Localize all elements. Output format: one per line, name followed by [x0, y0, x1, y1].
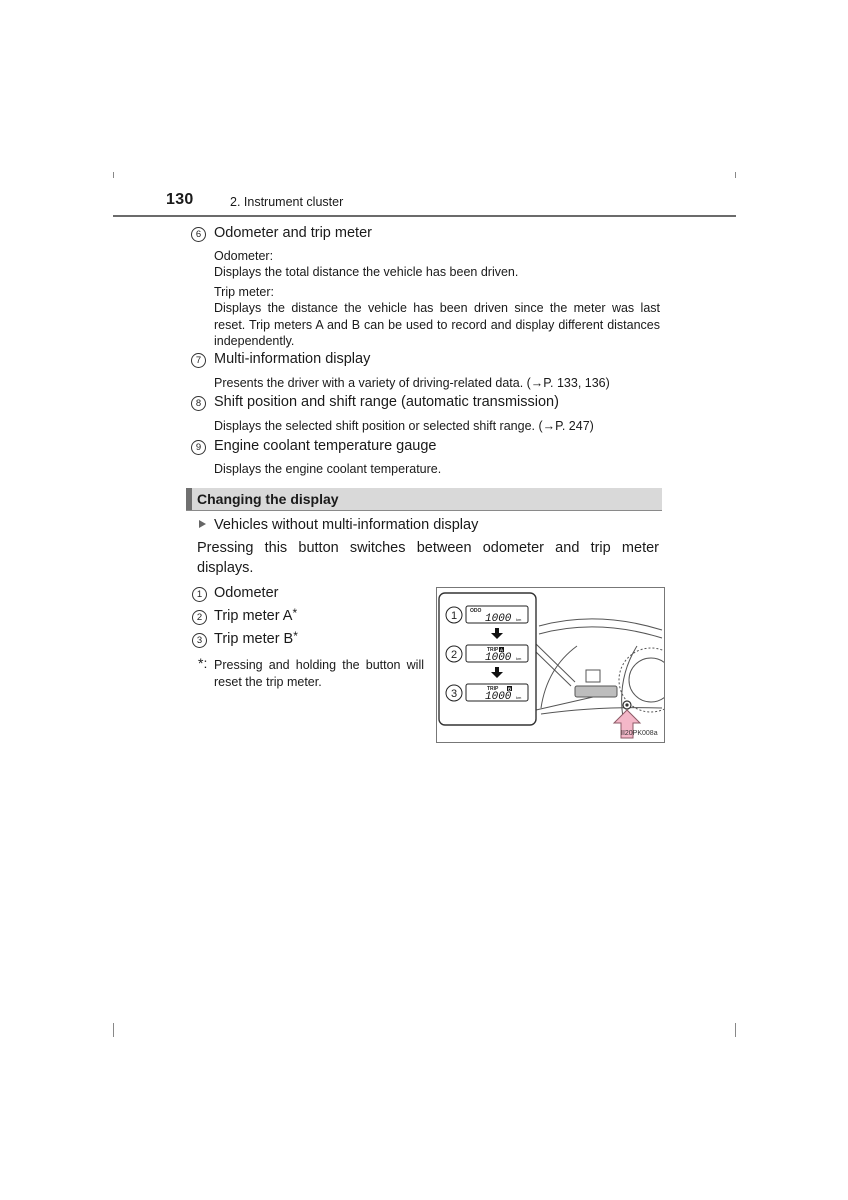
trip-badge-letter: B	[507, 686, 512, 692]
leader-line	[536, 652, 571, 686]
step-number: 3	[450, 688, 458, 700]
list-item-label: Trip meter A	[214, 608, 293, 624]
body-paragraph: Pressing this button switches between odometer and trip meter displays.	[197, 540, 659, 576]
list-item	[214, 585, 278, 601]
indicator-window	[586, 670, 600, 682]
display-value: 1000	[485, 652, 512, 664]
gauge-dial	[629, 658, 664, 702]
triangle-bullet-icon	[199, 520, 206, 528]
list-number-badge: 1	[192, 587, 207, 602]
step-number: 2	[450, 649, 458, 661]
item-text: Presents the driver with a variety of driving-related data. (→P. 133, 136)	[214, 376, 610, 390]
item-number-badge: 7	[191, 353, 206, 368]
dash-outline	[539, 627, 662, 638]
dash-outline	[539, 619, 662, 630]
footnote-star: *	[292, 606, 298, 620]
display-label: TRIP	[487, 647, 499, 653]
cluster-illustration	[437, 588, 664, 742]
header-rule	[113, 215, 736, 217]
display-unit: km	[516, 656, 522, 661]
list-number-badge: 2	[192, 610, 207, 625]
display-value: 1000	[485, 691, 512, 703]
item-number-badge: 8	[191, 396, 206, 411]
section-heading: Changing the display	[197, 491, 339, 507]
heading-accent-bar	[186, 488, 192, 510]
item-text: Displays the engine coolant temperature.	[214, 462, 442, 476]
item-number-badge: 6	[191, 227, 206, 242]
footnote-star: *	[293, 629, 298, 643]
list-number-badge: 3	[192, 633, 207, 648]
section-heading-band	[186, 488, 662, 511]
display-unit: km	[516, 617, 522, 622]
section-title: 2. Instrument cluster	[230, 195, 344, 209]
trip-badge-letter: A	[499, 647, 504, 653]
list-item	[214, 631, 298, 647]
item-title: Shift position and shift range (automatic transmission)	[214, 394, 559, 410]
crop-mark-top-left	[113, 172, 114, 178]
crop-mark-bottom-left	[113, 1023, 114, 1037]
crop-mark-top-right	[735, 172, 736, 178]
footnote-text: Pressing and holding the button will reset the trip meter.	[214, 658, 424, 689]
crop-mark-bottom-right	[735, 1023, 736, 1037]
item-text: Trip meter:	[214, 285, 274, 299]
display-label: ODO	[470, 608, 482, 614]
item-title: Odometer and trip meter	[214, 225, 372, 241]
item-text: Displays the selected shift position or selected shift range. (→P. 247)	[214, 419, 594, 433]
item-text: Displays the total distance the vehicle has been driven.	[214, 265, 519, 279]
footnote-marker: *:	[198, 655, 208, 671]
step-number: 1	[450, 610, 458, 622]
display-value: 1000	[485, 613, 512, 625]
item-number-badge: 9	[191, 440, 206, 455]
item-title: Multi-information display	[214, 351, 371, 367]
page-number: 130	[166, 191, 194, 208]
dash-outline	[541, 646, 577, 708]
subheading: Vehicles without multi-information display	[214, 517, 479, 533]
dash-trip-display	[575, 686, 617, 697]
list-item-label: Odometer	[214, 585, 279, 601]
item-title: Engine coolant temperature gauge	[214, 438, 437, 454]
list-item	[214, 608, 297, 624]
item-text: Odometer:	[214, 249, 274, 263]
item-text: Displays the distance the vehicle has been driven since the meter was last reset. Trip meters A and B can be used to record and display different distances independently.	[214, 301, 660, 348]
display-label: TRIP	[487, 686, 499, 692]
instrument-cluster-figure	[436, 587, 665, 743]
figure-code: II20PK008a	[621, 730, 658, 737]
leader-line	[536, 644, 575, 682]
display-unit: km	[516, 695, 522, 700]
list-item-label: Trip meter B	[214, 631, 294, 647]
